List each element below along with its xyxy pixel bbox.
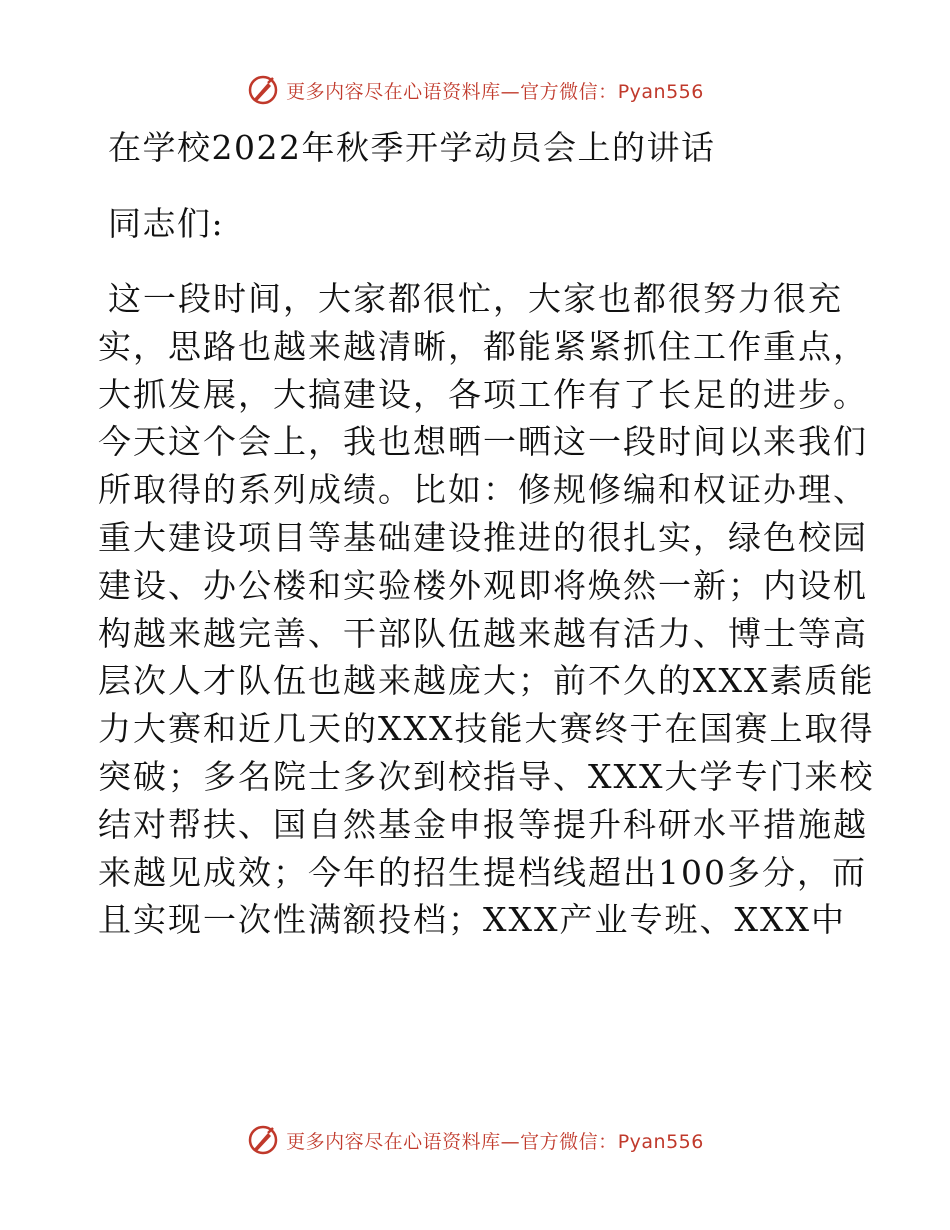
body-line: 所取得的系列成绩。比如：修规修编和权证办理、 [98, 470, 868, 510]
pen-logo-icon [246, 73, 280, 107]
body-line: 结对帮扶、国自然基金申报等提升科研水平措施越 [98, 804, 868, 844]
footer-banner-cn: 更多内容尽在心语资料库 [286, 1130, 501, 1153]
body-line: 重大建设项目等基础建设推进的很扎实，绿色校园 [98, 517, 868, 557]
body-line: 建设、办公楼和实验楼外观即将焕然一新；内设机 [98, 565, 868, 605]
document-body [98, 275, 875, 944]
body-line: 来越见成效；今年的招生提档线超出100多分，而 [98, 852, 867, 892]
body-line: 力大赛和近几天的XXX技能大赛终于在国赛上取得 [98, 709, 875, 749]
footer-watermark-banner [0, 1120, 950, 1160]
body-line: 构越来越完善、干部队伍越来越有活力、博士等高 [98, 613, 868, 653]
footer-banner-dash: — [500, 1130, 521, 1153]
body-line: 今天这个会上，我也想晒一晒这一段时间以来我们 [98, 422, 868, 462]
body-line: 大抓发展，大搞建设，各项工作有了长足的进步。 [98, 374, 868, 414]
body-line: 这一段时间，大家都很忙，大家也都很努力很充 [108, 279, 843, 318]
header-watermark-banner [0, 70, 950, 110]
body-line: 且实现一次性满额投档；XXX产业专班、XXX中 [98, 900, 846, 940]
footer-banner-text [286, 1127, 704, 1154]
pen-logo-icon [246, 1123, 280, 1157]
header-banner-official: 官方微信： [520, 80, 618, 103]
body-line: 突破；多名院士多次到校指导、XXX大学专门来校 [98, 756, 875, 796]
document-title: 在学校2022年秋季开学动员会上的讲话 [108, 128, 716, 167]
salutation: 同志们: [108, 204, 225, 243]
header-banner-dash: — [500, 80, 521, 103]
footer-banner-official: 官方微信： [520, 1130, 618, 1153]
header-banner-wechat-id: Pyan556 [617, 80, 704, 103]
header-banner-cn: 更多内容尽在心语资料库 [286, 80, 501, 103]
footer-banner-wechat-id: Pyan556 [617, 1130, 704, 1153]
header-banner-text [286, 77, 704, 104]
body-line: 实，思路也越来越清晰，都能紧紧抓住工作重点， [98, 326, 868, 366]
body-line: 层次人才队伍也越来越庞大；前不久的XXX素质能 [98, 661, 875, 701]
